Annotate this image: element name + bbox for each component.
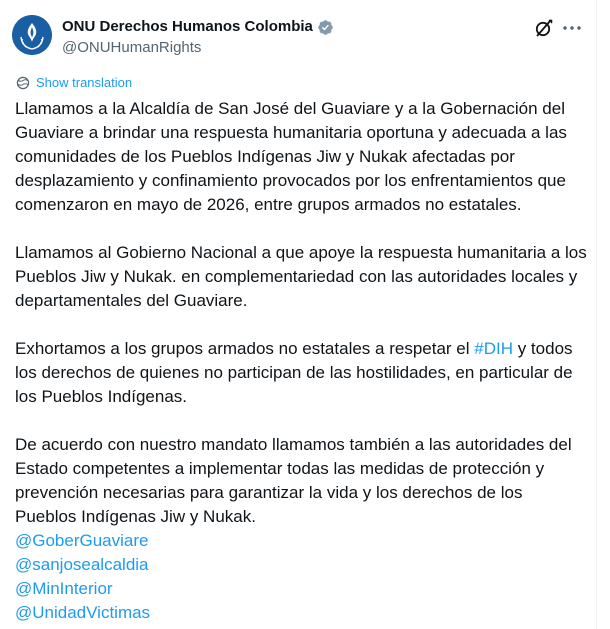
mention-link[interactable]: @MinInterior xyxy=(15,579,113,598)
grok-icon[interactable] xyxy=(533,17,555,39)
post-paragraph-3-text-a: Exhortamos a los grupos armados no estatales a respetar el xyxy=(15,339,475,358)
globe-translate-icon xyxy=(16,76,30,90)
hashtag-link[interactable]: #DIH xyxy=(474,339,513,358)
mention-link[interactable]: @UnidadVictimas xyxy=(15,603,151,622)
post-paragraph-1: Llamamos a la Alcaldía de San José del Guaviare y a la Gobernación del Guaviare a brindar una respuesta humanitaria oportuna y adecuada a las comunidades de los Pueblos Indígenas Jiw y Nukak afectadas por desplazamiento y confinamiento provocados por los enfrentamientos que comenzaron en mayo de 2026, entre grupos armados no estatales. xyxy=(15,99,567,214)
post-paragraph-3-text-b: y todos los derechos de quienes no participan de las hostilidades, en particular de los Pueblos Indígenas. xyxy=(15,339,573,406)
post-paragraph-4: De acuerdo con nuestro mandato llamamos también a las autoridades del Estado competentes a implementar todas las medidas de protección y prevención necesarias para garantizar la vida y los derechos de los Pueblos Indígenas Jiw y Nukak. xyxy=(15,435,572,526)
author-display-name[interactable]: ONU Derechos Humanos Colombia xyxy=(62,18,313,35)
show-translation-link[interactable] xyxy=(16,74,132,92)
mention-link[interactable]: @sanjosealcaldia xyxy=(15,555,149,574)
author-name-row xyxy=(62,17,334,37)
author-handle[interactable]: @ONUHumanRights xyxy=(62,39,202,56)
mention-link[interactable]: @GoberGuaviare xyxy=(15,531,149,550)
post-paragraph-2: Llamamos al Gobierno Nacional a que apoye la respuesta humanitaria a los Pueblos Jiw y Nukak. en complementariedad con las autoridades locales y departamentales del Guaviare. xyxy=(15,243,587,310)
post-paragraph-3 xyxy=(15,337,587,409)
post-body xyxy=(15,97,587,625)
un-human-rights-logo-icon xyxy=(12,15,52,55)
avatar[interactable] xyxy=(12,15,52,55)
verified-badge-icon[interactable] xyxy=(317,19,334,36)
show-translation-label: Show translation xyxy=(36,75,133,90)
more-icon[interactable] xyxy=(561,17,583,39)
